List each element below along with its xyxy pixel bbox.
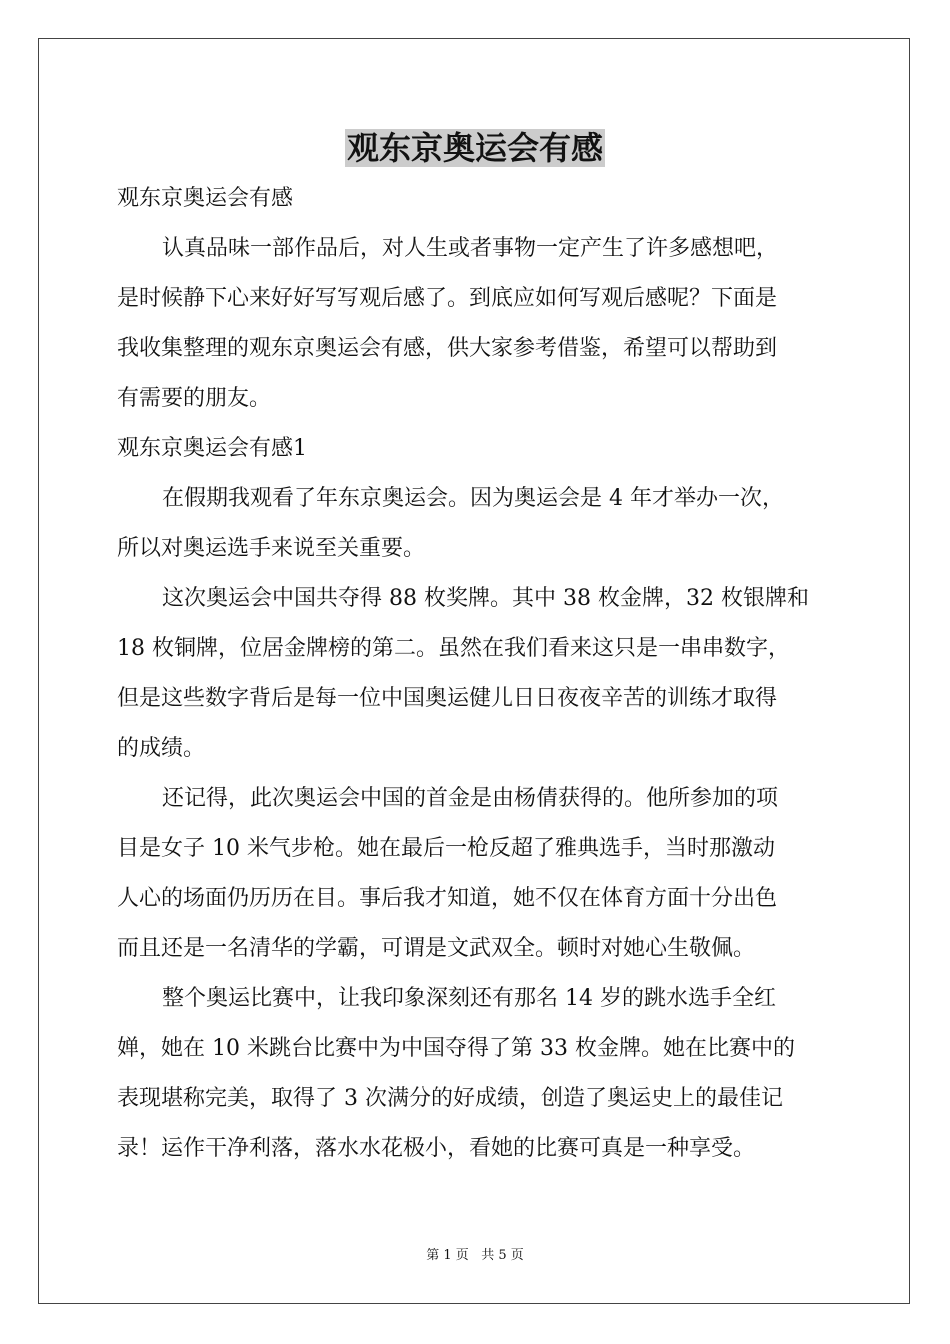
paragraph-line: 所以对奥运选手来说至关重要。	[117, 536, 426, 561]
paragraph-line: 目是女子 10 米气步枪。她在最后一枪反超了雅典选手，当时那激动	[117, 836, 775, 861]
paragraph-line: 但是这些数字背后是每一位中国奥运健儿日日夜夜辛苦的训练才取得	[117, 686, 778, 711]
paragraph-line: 人心的场面仍历历在目。事后我才知道，她不仅在体育方面十分出色	[117, 886, 778, 911]
document-subtitle: 观东京奥运会有感	[117, 186, 294, 211]
document-title	[0, 126, 950, 170]
paragraph-line: 而且还是一名清华的学霸，可谓是文武双全。顿时对她心生敬佩。	[117, 936, 756, 961]
paragraph-line: 婵，她在 10 米跳台比赛中为中国夺得了第 33 枚金牌。她在比赛中的	[117, 1036, 795, 1061]
section-heading: 观东京奥运会有感1	[117, 436, 307, 461]
paragraph-line: 录！运作干净利落，落水水花极小，看她的比赛可真是一种享受。	[117, 1136, 756, 1161]
paragraph-line: 还记得，此次奥运会中国的首金是由杨倩获得的。他所参加的项	[162, 786, 779, 811]
paragraph-line: 整个奥运比赛中，让我印象深刻还有那名 14 岁的跳水选手全红	[162, 986, 776, 1011]
paragraph-line: 18 枚铜牌，位居金牌榜的第二。虽然在我们看来这只是一串串数字，	[117, 636, 790, 661]
intro-line: 我收集整理的观东京奥运会有感，供大家参考借鉴，希望可以帮助到	[117, 336, 778, 361]
intro-line: 有需要的朋友。	[117, 386, 272, 411]
intro-line: 认真品味一部作品后，对人生或者事物一定产生了许多感想吧，	[162, 236, 779, 261]
paragraph-line: 表现堪称完美，取得了 3 次满分的好成绩，创造了奥运史上的最佳记	[117, 1086, 783, 1111]
intro-line: 是时候静下心来好好写写观后感了。到底应如何写观后感呢？下面是	[117, 286, 778, 311]
document-title-text: 观东京奥运会有感	[346, 129, 603, 167]
paragraph-line: 在假期我观看了年东京奥运会。因为奥运会是 4 年才举办一次，	[162, 486, 784, 511]
paragraph-line: 这次奥运会中国共夺得 88 枚奖牌。其中 38 枚金牌，32 枚银牌和	[162, 586, 809, 611]
paragraph-line: 的成绩。	[117, 736, 206, 761]
page-border	[38, 38, 910, 1304]
page-footer: 第 1 页 共 5 页	[426, 1248, 524, 1263]
